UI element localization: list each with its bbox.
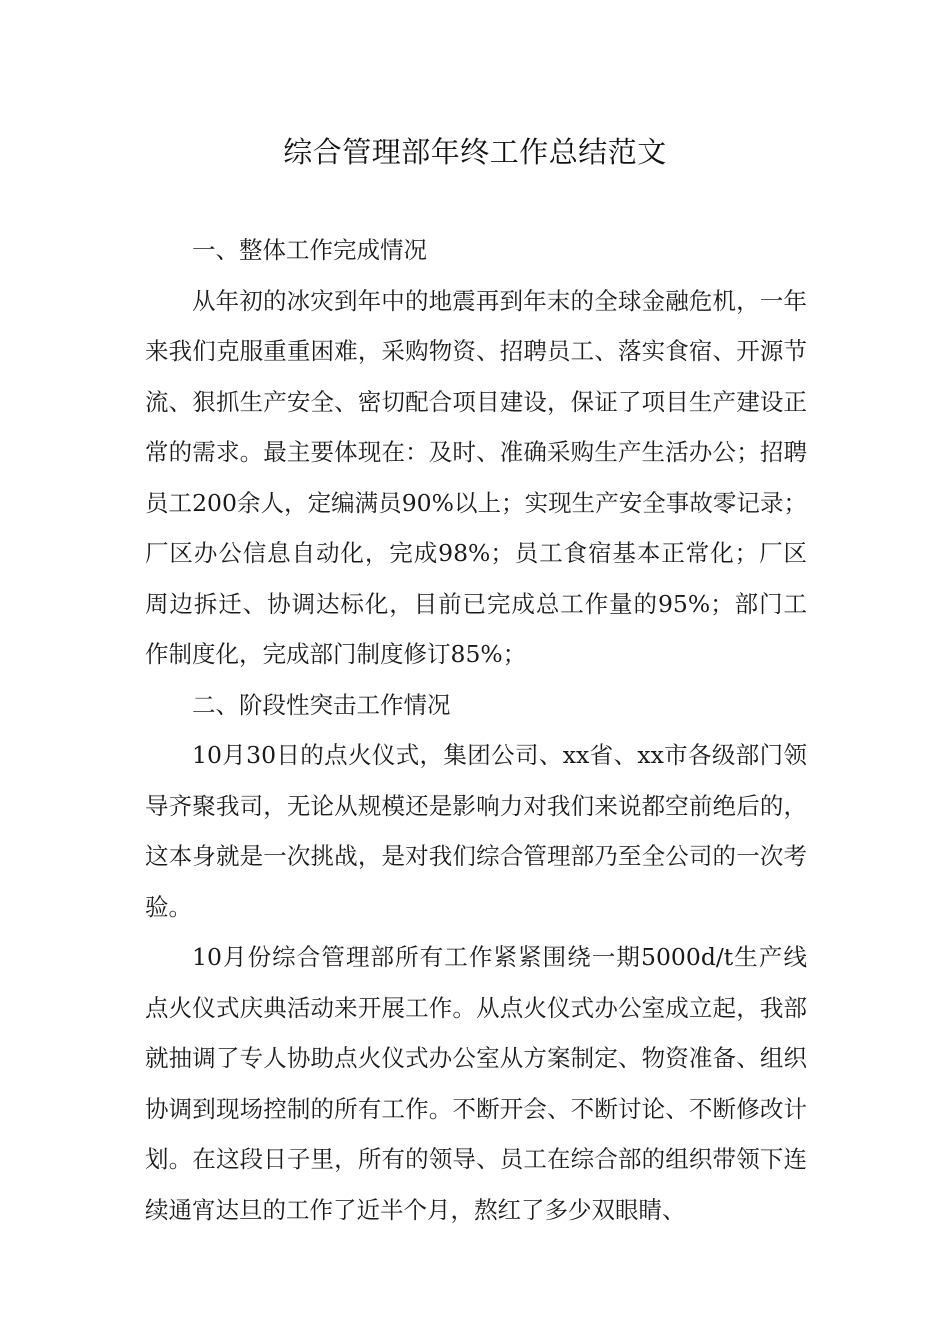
document-body [145, 225, 807, 1235]
section-heading-overall: 一、整体工作完成情况 [192, 236, 427, 264]
paragraph-october-work: 10月份综合管理部所有工作紧紧围绕一期5000d/t生产线点火仪式庆典活动来开展工作。从点火仪式办公室成立起，我部就抽调了专人协助点火仪式办公室从方案制定、物资准备、组织协调到现场控制的所有工作。不断开会、不断讨论、不断修改计划。在这段日子里，所有的领导、员工在综合部的组织带领下连续通宵达旦的工作了近半个月，熬红了多少双眼睛、 [145, 943, 807, 1224]
section-heading-stage-work: 二、阶段性突击工作情况 [192, 690, 451, 719]
document-title: 综合管理部年终工作总结范文 [283, 135, 667, 169]
paragraph-ignition-ceremony: 10月30日的点火仪式，集团公司、xx省、xx市各级部门领导齐聚我司，无论从规模还是影响力对我们来说都空前绝后的，这本身就是一次挑战，是对我们综合管理部乃至全公司的一次考验。 [145, 741, 807, 921]
paragraph-overall-summary: 从年初的冰灾到年中的地震再到年末的全球金融危机，一年来我们克服重重困难，采购物资、招聘员工、落实食宿、开源节流、狠抓生产安全、密切配合项目建设，保证了项目生产建设正常的需求。最主要体现在：及时、准确采购生产生活办公；招聘员工200余人，定编满员90%以上；实现生产安全事故零记录；厂区办公信息自动化，完成98%；员工食宿基本正常化；厂区周边拆迁、协调达标化，目前已完成总工作量的95%；部门工作制度化，完成部门制度修订85%； [145, 286, 807, 668]
